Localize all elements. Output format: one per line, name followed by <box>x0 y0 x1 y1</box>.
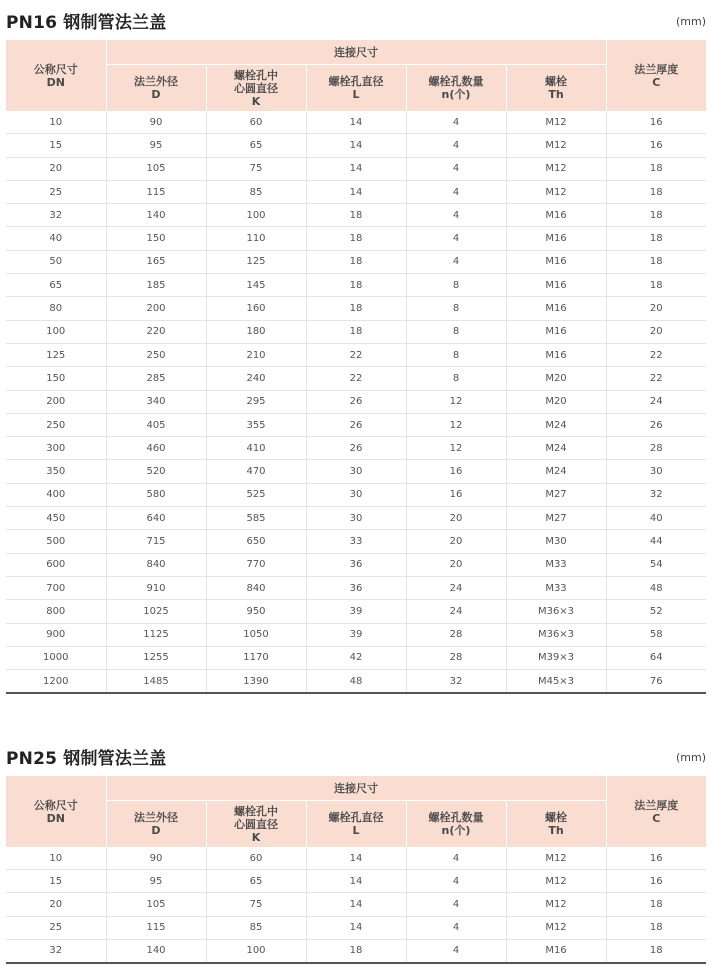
cell-n: 28 <box>406 623 506 646</box>
cell-c: 28 <box>606 437 706 460</box>
cell-th: M12 <box>506 157 606 180</box>
cell-d: 95 <box>106 870 206 893</box>
cell-c: 18 <box>606 916 706 939</box>
cell-n: 32 <box>406 670 506 694</box>
cell-c: 18 <box>606 180 706 203</box>
cell-c: 40 <box>606 507 706 530</box>
cell-k: 650 <box>206 530 306 553</box>
cell-dn: 300 <box>6 437 106 460</box>
cell-n: 4 <box>406 180 506 203</box>
cell-k: 295 <box>206 390 306 413</box>
cell-d: 90 <box>106 111 206 134</box>
cell-d: 520 <box>106 460 206 483</box>
cell-k: 145 <box>206 274 306 297</box>
col-group-connection-size: 连接尺寸 <box>106 776 606 801</box>
cell-th: M12 <box>506 111 606 134</box>
cell-c: 18 <box>606 157 706 180</box>
cell-th: M16 <box>506 343 606 366</box>
cell-d: 220 <box>106 320 206 343</box>
col-header-k: 螺栓孔中 心圆直径 K <box>206 65 306 112</box>
cell-c: 20 <box>606 297 706 320</box>
cell-dn: 250 <box>6 413 106 436</box>
pn16-unit: (mm) <box>675 15 706 28</box>
cell-c: 18 <box>606 939 706 963</box>
cell-n: 20 <box>406 507 506 530</box>
pn25-title-row <box>6 744 706 776</box>
cell-k: 1390 <box>206 670 306 694</box>
cell-n: 4 <box>406 916 506 939</box>
col-header-dn: 公称尺寸 DN <box>6 776 106 847</box>
cell-k: 85 <box>206 916 306 939</box>
cell-th: M36×3 <box>506 623 606 646</box>
cell-dn: 40 <box>6 227 106 250</box>
cell-k: 240 <box>206 367 306 390</box>
cell-n: 8 <box>406 297 506 320</box>
cell-k: 160 <box>206 297 306 320</box>
cell-l: 22 <box>306 343 406 366</box>
table-row <box>6 939 706 963</box>
cell-n: 4 <box>406 847 506 870</box>
cell-th: M36×3 <box>506 600 606 623</box>
cell-th: M12 <box>506 180 606 203</box>
pn16-table-body <box>6 111 706 693</box>
table-row <box>6 111 706 134</box>
cell-n: 28 <box>406 646 506 669</box>
cell-th: M16 <box>506 939 606 963</box>
cell-d: 285 <box>106 367 206 390</box>
cell-th: M16 <box>506 227 606 250</box>
cell-l: 26 <box>306 390 406 413</box>
cell-d: 115 <box>106 916 206 939</box>
cell-c: 24 <box>606 390 706 413</box>
cell-l: 26 <box>306 437 406 460</box>
cell-l: 14 <box>306 180 406 203</box>
cell-c: 18 <box>606 274 706 297</box>
cell-l: 30 <box>306 507 406 530</box>
col-header-l: 螺栓孔直径 L <box>306 801 406 848</box>
cell-d: 165 <box>106 250 206 273</box>
cell-l: 26 <box>306 413 406 436</box>
cell-th: M16 <box>506 274 606 297</box>
pn16-table <box>6 40 706 694</box>
pn25-table-body <box>6 847 706 963</box>
table-row <box>6 413 706 436</box>
pn25-table-header <box>6 776 706 847</box>
cell-k: 1050 <box>206 623 306 646</box>
cell-dn: 32 <box>6 939 106 963</box>
cell-d: 640 <box>106 507 206 530</box>
cell-th: M24 <box>506 413 606 436</box>
table-row <box>6 870 706 893</box>
cell-c: 32 <box>606 483 706 506</box>
cell-c: 18 <box>606 250 706 273</box>
cell-th: M33 <box>506 553 606 576</box>
cell-dn: 700 <box>6 576 106 599</box>
cell-dn: 400 <box>6 483 106 506</box>
cell-d: 140 <box>106 204 206 227</box>
table-row <box>6 623 706 646</box>
cell-d: 95 <box>106 134 206 157</box>
cell-k: 100 <box>206 204 306 227</box>
cell-dn: 1200 <box>6 670 106 694</box>
cell-dn: 10 <box>6 111 106 134</box>
cell-l: 14 <box>306 847 406 870</box>
cell-dn: 15 <box>6 134 106 157</box>
cell-th: M20 <box>506 367 606 390</box>
table-row <box>6 437 706 460</box>
cell-c: 22 <box>606 367 706 390</box>
cell-th: M27 <box>506 507 606 530</box>
cell-l: 18 <box>306 204 406 227</box>
table-row <box>6 460 706 483</box>
cell-d: 340 <box>106 390 206 413</box>
table-row <box>6 670 706 694</box>
cell-th: M45×3 <box>506 670 606 694</box>
cell-k: 110 <box>206 227 306 250</box>
cell-n: 12 <box>406 437 506 460</box>
cell-c: 18 <box>606 227 706 250</box>
cell-n: 4 <box>406 111 506 134</box>
cell-dn: 800 <box>6 600 106 623</box>
cell-c: 76 <box>606 670 706 694</box>
cell-th: M12 <box>506 916 606 939</box>
cell-dn: 200 <box>6 390 106 413</box>
cell-k: 75 <box>206 893 306 916</box>
cell-dn: 65 <box>6 274 106 297</box>
table-row <box>6 646 706 669</box>
table-row <box>6 297 706 320</box>
col-header-l: 螺栓孔直径 L <box>306 65 406 112</box>
cell-k: 585 <box>206 507 306 530</box>
cell-d: 90 <box>106 847 206 870</box>
table-row <box>6 134 706 157</box>
cell-l: 30 <box>306 483 406 506</box>
cell-n: 4 <box>406 250 506 273</box>
pn25-table <box>6 776 706 964</box>
cell-d: 115 <box>106 180 206 203</box>
cell-dn: 600 <box>6 553 106 576</box>
cell-n: 4 <box>406 870 506 893</box>
cell-l: 36 <box>306 576 406 599</box>
cell-th: M16 <box>506 204 606 227</box>
col-header-k: 螺栓孔中 心圆直径 K <box>206 801 306 848</box>
cell-k: 210 <box>206 343 306 366</box>
cell-l: 42 <box>306 646 406 669</box>
table-row <box>6 367 706 390</box>
pn25-unit: (mm) <box>675 751 706 764</box>
cell-n: 4 <box>406 893 506 916</box>
cell-k: 60 <box>206 847 306 870</box>
cell-d: 1485 <box>106 670 206 694</box>
cell-k: 770 <box>206 553 306 576</box>
cell-dn: 20 <box>6 893 106 916</box>
pn16-title: PN16 钢制管法兰盖 <box>6 13 167 33</box>
table-row <box>6 157 706 180</box>
cell-th: M12 <box>506 134 606 157</box>
cell-c: 20 <box>606 320 706 343</box>
cell-k: 950 <box>206 600 306 623</box>
cell-n: 4 <box>406 227 506 250</box>
table-row <box>6 893 706 916</box>
cell-n: 20 <box>406 530 506 553</box>
cell-th: M16 <box>506 320 606 343</box>
cell-k: 75 <box>206 157 306 180</box>
cell-d: 405 <box>106 413 206 436</box>
cell-k: 525 <box>206 483 306 506</box>
cell-c: 58 <box>606 623 706 646</box>
cell-n: 4 <box>406 204 506 227</box>
cell-c: 18 <box>606 893 706 916</box>
cell-n: 8 <box>406 274 506 297</box>
cell-dn: 25 <box>6 916 106 939</box>
cell-n: 16 <box>406 483 506 506</box>
cell-l: 48 <box>306 670 406 694</box>
cell-l: 18 <box>306 250 406 273</box>
cell-th: M39×3 <box>506 646 606 669</box>
cell-l: 30 <box>306 460 406 483</box>
cell-n: 24 <box>406 600 506 623</box>
cell-th: M12 <box>506 893 606 916</box>
table-row <box>6 576 706 599</box>
col-header-th: 螺栓 Th <box>506 801 606 848</box>
cell-th: M27 <box>506 483 606 506</box>
cell-k: 85 <box>206 180 306 203</box>
cell-l: 14 <box>306 111 406 134</box>
cell-l: 36 <box>306 553 406 576</box>
table-row <box>6 916 706 939</box>
cell-l: 14 <box>306 916 406 939</box>
col-header-n: 螺栓孔数量 n(个) <box>406 65 506 112</box>
cell-l: 14 <box>306 134 406 157</box>
cell-k: 1170 <box>206 646 306 669</box>
cell-n: 4 <box>406 939 506 963</box>
cell-c: 54 <box>606 553 706 576</box>
cell-dn: 150 <box>6 367 106 390</box>
table-row <box>6 553 706 576</box>
cell-l: 39 <box>306 600 406 623</box>
table-row <box>6 343 706 366</box>
cell-dn: 500 <box>6 530 106 553</box>
cell-n: 4 <box>406 157 506 180</box>
cell-th: M16 <box>506 297 606 320</box>
cell-d: 840 <box>106 553 206 576</box>
cell-k: 470 <box>206 460 306 483</box>
table-row <box>6 180 706 203</box>
cell-dn: 32 <box>6 204 106 227</box>
table-row <box>6 204 706 227</box>
cell-th: M20 <box>506 390 606 413</box>
cell-n: 12 <box>406 390 506 413</box>
table-row <box>6 847 706 870</box>
cell-d: 1255 <box>106 646 206 669</box>
table-row <box>6 274 706 297</box>
cell-n: 24 <box>406 576 506 599</box>
cell-n: 4 <box>406 134 506 157</box>
col-header-th: 螺栓 Th <box>506 65 606 112</box>
cell-th: M12 <box>506 847 606 870</box>
cell-k: 355 <box>206 413 306 436</box>
table-row <box>6 483 706 506</box>
cell-d: 715 <box>106 530 206 553</box>
cell-dn: 10 <box>6 847 106 870</box>
cell-d: 250 <box>106 343 206 366</box>
table-row <box>6 320 706 343</box>
cell-c: 26 <box>606 413 706 436</box>
cell-d: 580 <box>106 483 206 506</box>
cell-d: 200 <box>106 297 206 320</box>
cell-dn: 450 <box>6 507 106 530</box>
cell-dn: 900 <box>6 623 106 646</box>
cell-l: 14 <box>306 157 406 180</box>
cell-c: 48 <box>606 576 706 599</box>
cell-d: 1025 <box>106 600 206 623</box>
table-row <box>6 530 706 553</box>
col-group-connection-size: 连接尺寸 <box>106 40 606 65</box>
cell-n: 16 <box>406 460 506 483</box>
cell-k: 180 <box>206 320 306 343</box>
pn16-table-header <box>6 40 706 111</box>
cell-c: 16 <box>606 870 706 893</box>
table-row <box>6 507 706 530</box>
cell-d: 910 <box>106 576 206 599</box>
cell-c: 22 <box>606 343 706 366</box>
cell-dn: 15 <box>6 870 106 893</box>
table-row <box>6 600 706 623</box>
pn16-title-row <box>6 8 706 40</box>
cell-th: M30 <box>506 530 606 553</box>
cell-l: 14 <box>306 893 406 916</box>
cell-dn: 25 <box>6 180 106 203</box>
cell-k: 125 <box>206 250 306 273</box>
cell-d: 185 <box>106 274 206 297</box>
cell-k: 65 <box>206 134 306 157</box>
cell-d: 460 <box>106 437 206 460</box>
cell-c: 16 <box>606 134 706 157</box>
cell-th: M24 <box>506 437 606 460</box>
cell-c: 16 <box>606 111 706 134</box>
cell-k: 65 <box>206 870 306 893</box>
table-row <box>6 227 706 250</box>
cell-th: M24 <box>506 460 606 483</box>
cell-dn: 100 <box>6 320 106 343</box>
cell-th: M33 <box>506 576 606 599</box>
table-row <box>6 390 706 413</box>
cell-k: 100 <box>206 939 306 963</box>
cell-dn: 350 <box>6 460 106 483</box>
cell-d: 150 <box>106 227 206 250</box>
cell-c: 64 <box>606 646 706 669</box>
cell-dn: 80 <box>6 297 106 320</box>
cell-dn: 1000 <box>6 646 106 669</box>
col-header-d: 法兰外径 D <box>106 65 206 112</box>
cell-n: 12 <box>406 413 506 436</box>
cell-th: M16 <box>506 250 606 273</box>
col-header-c: 法兰厚度 C <box>606 40 706 111</box>
cell-l: 33 <box>306 530 406 553</box>
cell-c: 30 <box>606 460 706 483</box>
col-header-n: 螺栓孔数量 n(个) <box>406 801 506 848</box>
col-header-c: 法兰厚度 C <box>606 776 706 847</box>
col-header-d: 法兰外径 D <box>106 801 206 848</box>
table-row <box>6 250 706 273</box>
cell-dn: 125 <box>6 343 106 366</box>
cell-n: 8 <box>406 367 506 390</box>
cell-c: 18 <box>606 204 706 227</box>
cell-l: 18 <box>306 297 406 320</box>
cell-k: 410 <box>206 437 306 460</box>
cell-n: 8 <box>406 320 506 343</box>
cell-c: 16 <box>606 847 706 870</box>
cell-dn: 50 <box>6 250 106 273</box>
cell-l: 18 <box>306 227 406 250</box>
cell-d: 1125 <box>106 623 206 646</box>
pn25-section <box>6 744 706 964</box>
cell-l: 18 <box>306 274 406 297</box>
cell-l: 18 <box>306 939 406 963</box>
pn16-section <box>6 8 706 694</box>
pn25-title: PN25 钢制管法兰盖 <box>6 749 167 769</box>
cell-d: 105 <box>106 893 206 916</box>
cell-n: 20 <box>406 553 506 576</box>
cell-d: 105 <box>106 157 206 180</box>
cell-th: M12 <box>506 870 606 893</box>
cell-l: 18 <box>306 320 406 343</box>
cell-k: 840 <box>206 576 306 599</box>
cell-c: 52 <box>606 600 706 623</box>
cell-d: 140 <box>106 939 206 963</box>
cell-dn: 20 <box>6 157 106 180</box>
cell-l: 14 <box>306 870 406 893</box>
col-header-dn: 公称尺寸 DN <box>6 40 106 111</box>
cell-n: 8 <box>406 343 506 366</box>
cell-c: 44 <box>606 530 706 553</box>
cell-l: 22 <box>306 367 406 390</box>
cell-l: 39 <box>306 623 406 646</box>
cell-k: 60 <box>206 111 306 134</box>
